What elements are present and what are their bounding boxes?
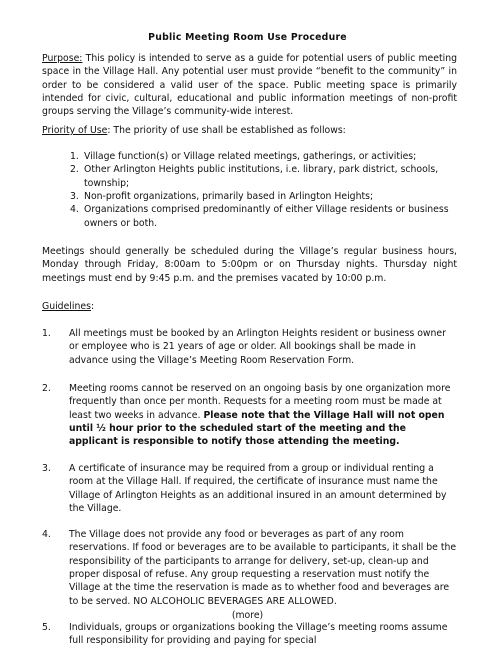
guideline-item-number: 5.: [42, 622, 51, 633]
guideline-item-text: Individuals, groups or organizations booking the Village’s meeting rooms assume full responsibility for providing and paying for special: [69, 622, 448, 647]
schedule-paragraph: Meetings should generally be scheduled during the Village’s regular business hours, Monday through Friday, 8:00am to 5:00pm or on Thursday nights. Thursday night meetings must end by 9:45 p.m. and the premises vacated by 10:00 p.m.: [42, 246, 457, 284]
priority-item-text: Other Arlington Heights public institutions, i.e. library, park district, schools, township;: [84, 164, 439, 189]
priority-item: [42, 190, 457, 203]
priority-item-number: 3.: [70, 191, 79, 203]
priority-item: [42, 163, 457, 190]
priority-intro: : The priority of use shall be established as follows:: [107, 125, 346, 136]
guideline-item-text: All meetings must be booked by an Arlington Heights resident or business owner or employee who is 21 years of age or older. All bookings shall be made in advance using the Village’s Meeting Room Reservation Form.: [69, 328, 446, 366]
guidelines-label: Guidelines: [42, 301, 91, 312]
priority-item-number: 1.: [70, 151, 79, 162]
priority-item-text: Village function(s) or Village related meetings, gatherings, or activities;: [84, 151, 417, 162]
priority-item: [42, 203, 457, 230]
guideline-item: [42, 462, 457, 515]
priority-item-text: Non-profit organizations, primarily based in Arlington Heights;: [84, 191, 374, 203]
guideline-item-number: 2.: [42, 383, 51, 394]
purpose-paragraph: [42, 52, 457, 119]
guideline-item-text: The Village does not provide any food or beverages as part of any room reservations. If food or beverages are to be available to participants, it shall be the responsibility of the participants to arrange for delivery, set-up, clean-up and proper disposal of refuse. Any group requesting a reservation must notify the Village at the time the reservation is made as to whether food and beverages are to be served. NO ALCOHOLIC BEVERAGES ARE ALLOWED.: [69, 529, 457, 607]
guideline-item-text: A certificate of insurance may be required from a group or individual renting a room at the Village Hall. If required, the certificate of insurance must name the Village of Arlington Heights as an additional insured in an amount determined by the Village.: [69, 463, 447, 515]
guideline-item: [42, 528, 457, 608]
priority-item-text: Organizations comprised predominantly of either Village residents or business owners or both.: [84, 204, 449, 229]
guidelines-heading: [42, 300, 457, 313]
guideline-item-number: 4.: [42, 529, 51, 540]
guideline-item-number: 1.: [42, 328, 51, 339]
guideline-item-text: Meeting rooms cannot be reserved on an ongoing basis by one organization more frequently than once per month. Requests for a meeting room must be made at least two weeks in advance.: [69, 383, 451, 421]
purpose-label: Purpose:: [42, 53, 83, 64]
more-indicator: (more): [231, 610, 264, 621]
priority-heading: [42, 124, 457, 137]
guideline-item-number: 3.: [42, 463, 51, 474]
purpose-text: This policy is intended to serve as a guide for potential users of public meeting space in the Village Hall. Any potential user must provide “benefit to the community” in order to be considered a valid user of the space. Public meeting space is primarily intended for civic, cultural, educational and public information meetings of non-profit groups serving the Village’s community-wide interest.: [42, 53, 457, 118]
priority-item-number: 2.: [70, 164, 79, 176]
guideline-item: [42, 327, 457, 367]
guidelines-colon: :: [90, 301, 95, 312]
priority-item-number: 4.: [70, 204, 79, 216]
priority-list: [42, 150, 457, 230]
document-title: Public Meeting Room Use Procedure: [148, 32, 347, 43]
guideline-item-bold-note: Please note that the Village Hall will not open until ½ hour prior to the scheduled start of the meeting and the applicant is responsible to notify those attending the meeting.: [69, 409, 445, 448]
guideline-item: [42, 382, 457, 449]
priority-label: Priority of Use: [42, 125, 108, 136]
guideline-item: [42, 621, 457, 648]
priority-item: [42, 150, 457, 163]
